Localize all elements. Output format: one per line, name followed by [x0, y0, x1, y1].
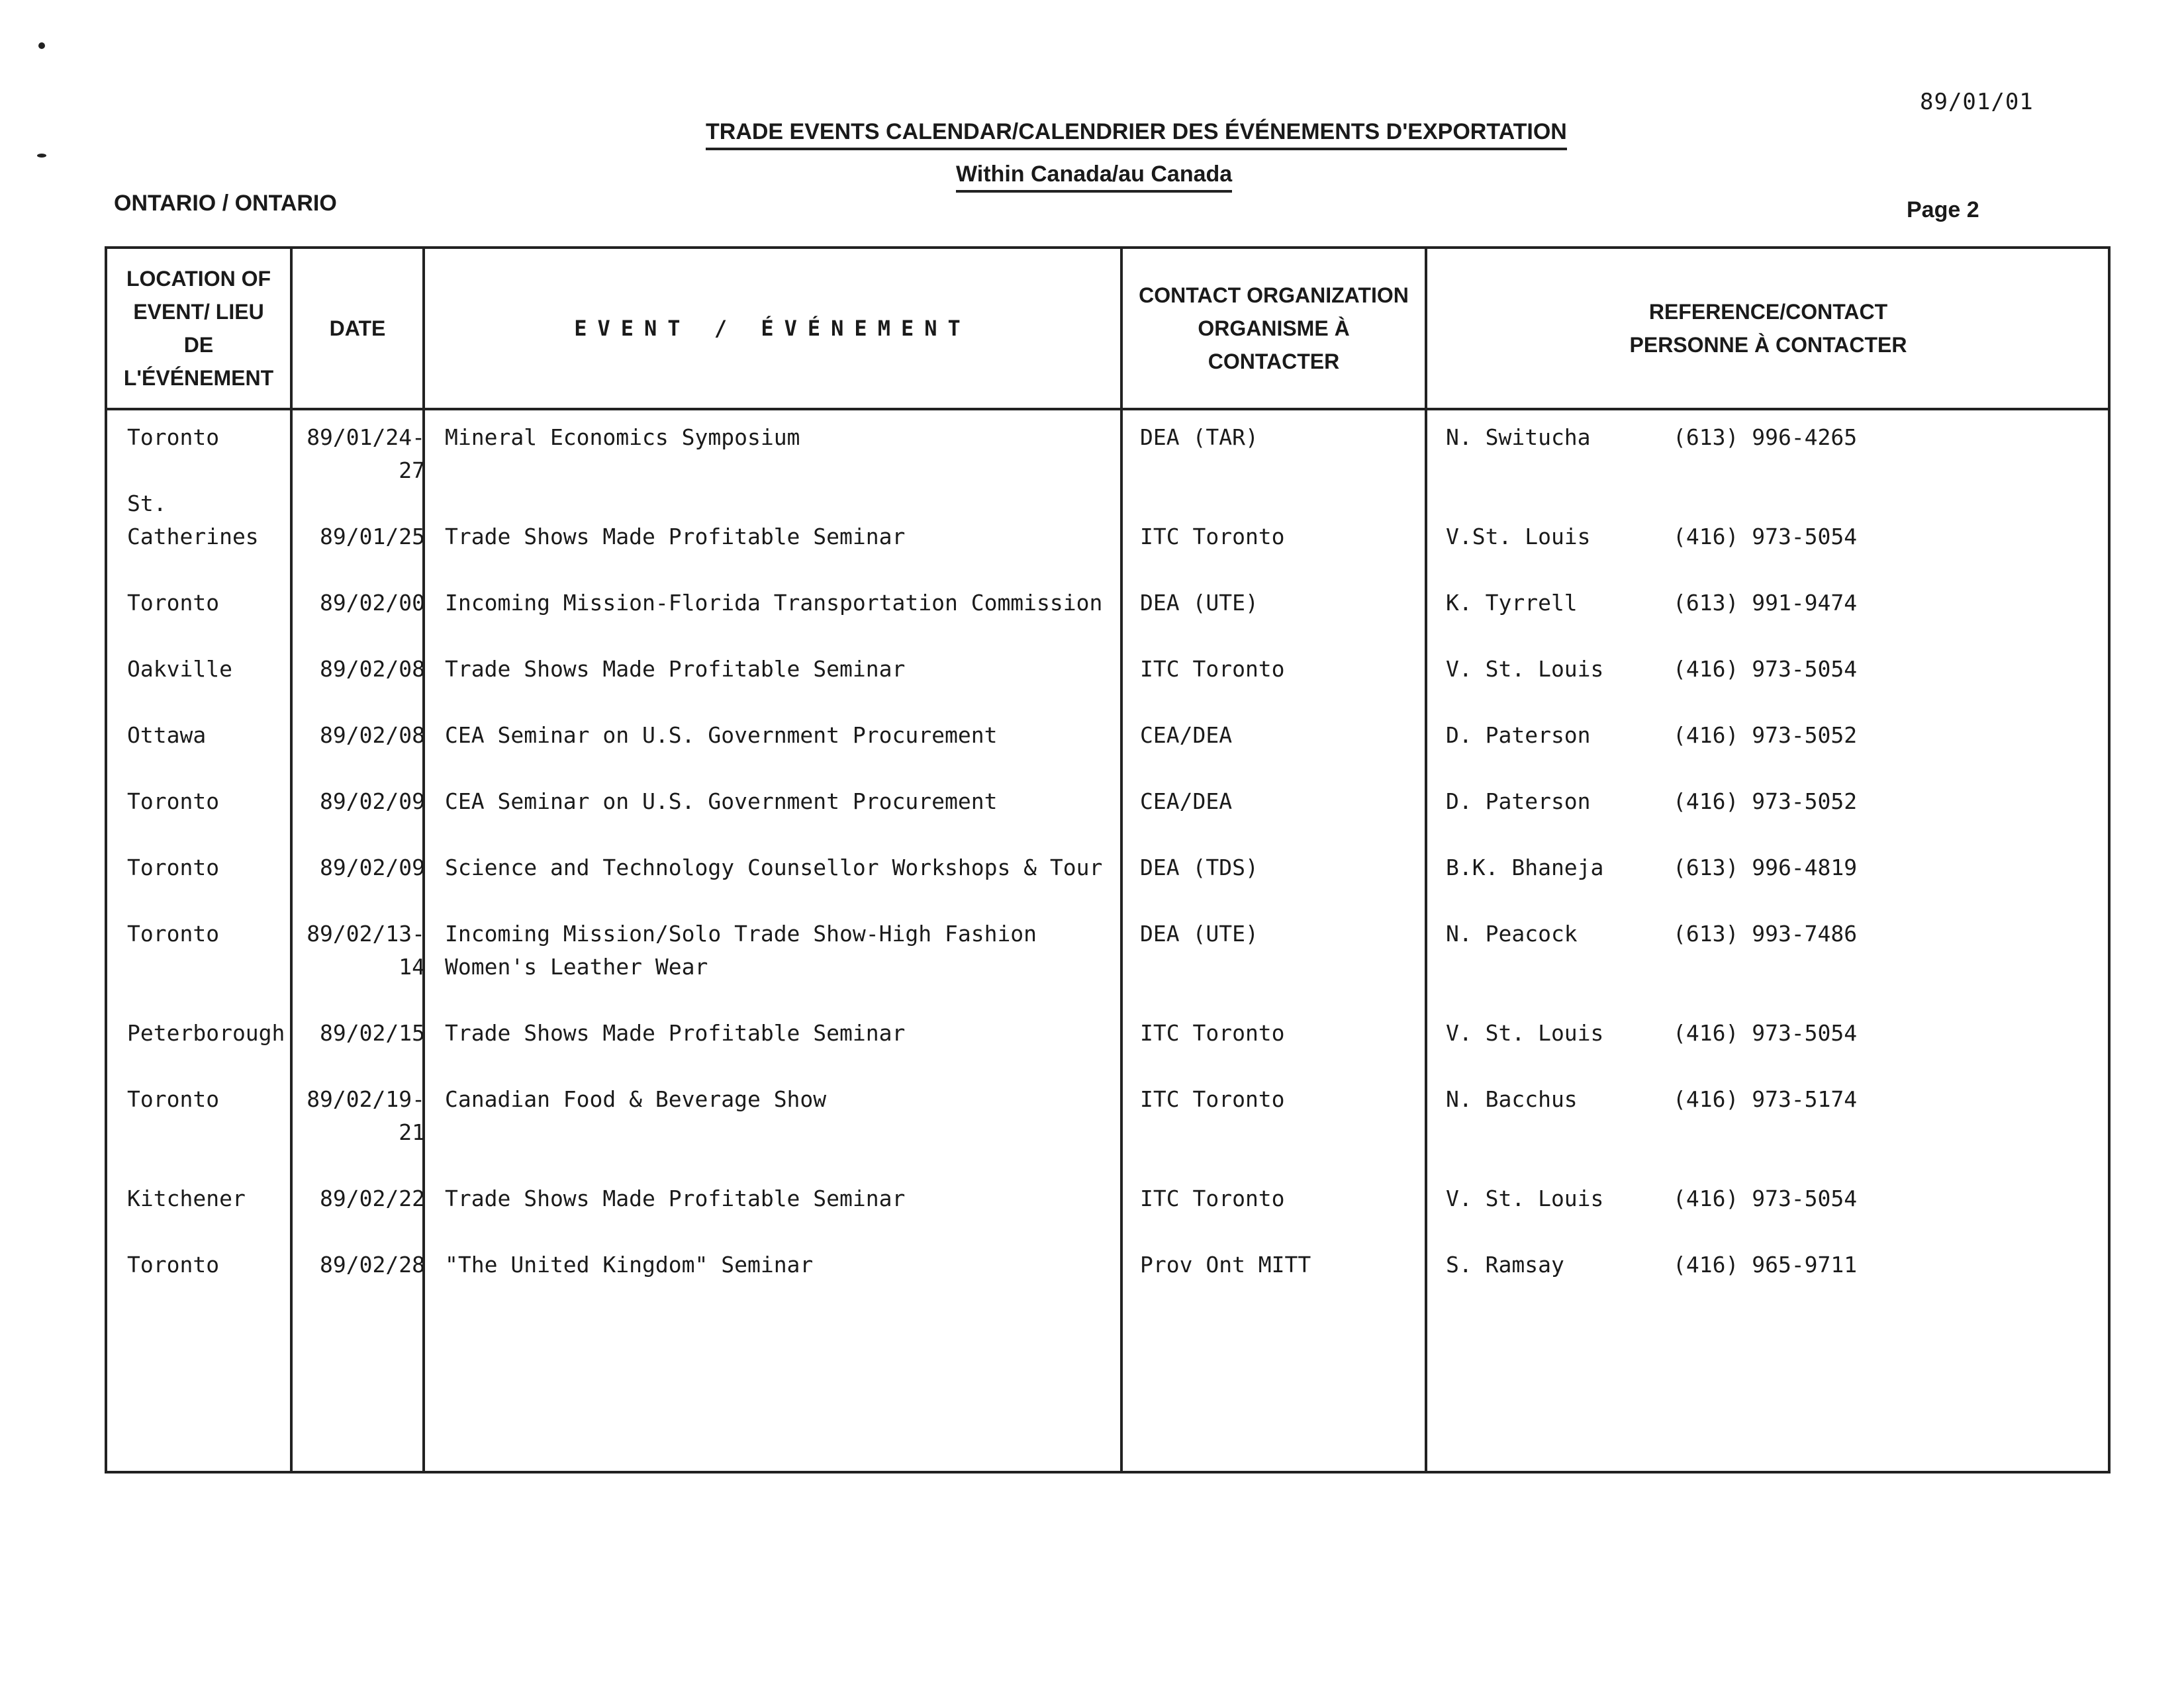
column-divider: [1120, 249, 1123, 1471]
location-cell: Kitchener: [127, 1186, 246, 1211]
phone-cell: (416) 965-9711: [1673, 1252, 1858, 1278]
contact-name-cell: V. St. Louis: [1446, 656, 1604, 682]
header-location: [107, 249, 290, 408]
phone-cell: (416) 973-5054: [1673, 1186, 1858, 1211]
phone-cell: (613) 996-4265: [1673, 424, 1858, 450]
page-title: TRADE EVENTS CALENDAR/CALENDRIER DES ÉVÉNEMENTS D'EXPORTATION: [706, 119, 1567, 150]
header-location-label: LOCATION OF EVENT/ LIEU DE L'ÉVÉNEMENT: [123, 267, 274, 390]
contact-org-cell: CEA/DEA: [1140, 722, 1233, 748]
location-cell: Oakville: [127, 656, 232, 682]
header-event: [425, 249, 1120, 408]
contact-org-cell: DEA (UTE): [1140, 590, 1258, 616]
event-cell: Canadian Food & Beverage Show: [445, 1086, 827, 1112]
contact-org-cell: ITC Toronto: [1140, 1086, 1285, 1112]
location-cell: Toronto: [127, 921, 220, 947]
location-cell: Toronto: [127, 424, 220, 450]
event-cell: Trade Shows Made Profitable Seminar: [445, 1186, 906, 1211]
date-cell: 89/02/00: [320, 590, 425, 616]
event-cell: Incoming Mission-Florida Transportation Commission: [445, 590, 1103, 616]
contact-name-cell: V. St. Louis: [1446, 1020, 1604, 1046]
contact-org-cell: ITC Toronto: [1140, 1186, 1285, 1211]
header-rule: [107, 408, 2108, 410]
contact-name-cell: N. Switucha: [1446, 424, 1591, 450]
contact-org-cell: DEA (TAR): [1140, 424, 1258, 450]
location-cell: Toronto: [127, 1086, 220, 1112]
header-date-label: DATE: [329, 316, 386, 340]
location-cell: Toronto: [127, 1252, 220, 1278]
date-cell: 89/02/09: [320, 855, 425, 880]
header-date: [293, 249, 422, 408]
location-cell: St. Catherines: [127, 491, 259, 549]
contact-org-cell: DEA (TDS): [1140, 855, 1258, 880]
event-cell: Trade Shows Made Profitable Seminar: [445, 656, 906, 682]
phone-cell: (416) 973-5174: [1673, 1086, 1858, 1112]
contact-name-cell: V. St. Louis: [1446, 1186, 1604, 1211]
phone-cell: (613) 996-4819: [1673, 855, 1858, 880]
scan-speck: [37, 154, 46, 158]
contact-name-cell: B.K. Bhaneja: [1446, 855, 1604, 880]
province-label: ONTARIO / ONTARIO: [114, 191, 337, 216]
date-cell: 89/02/15: [320, 1020, 425, 1046]
contact-org-cell: CEA/DEA: [1140, 788, 1233, 814]
date-cell: 89/02/22: [320, 1186, 425, 1211]
event-cell: Science and Technology Counsellor Workshops & Tour: [445, 855, 1103, 880]
date-cell: 89/02/28: [320, 1252, 425, 1278]
date-cell: 89/01/25: [320, 524, 425, 549]
location-cell: Toronto: [127, 590, 220, 616]
contact-org-cell: ITC Toronto: [1140, 1020, 1285, 1046]
date-cell: 89/02/08: [320, 656, 425, 682]
phone-cell: (416) 973-5054: [1673, 524, 1858, 549]
header-reference: [1427, 249, 2109, 408]
contact-name-cell: N. Bacchus: [1446, 1086, 1578, 1112]
column-divider: [290, 249, 293, 1471]
date-cell: 89/02/08: [320, 722, 425, 748]
contact-name-cell: N. Peacock: [1446, 921, 1578, 947]
phone-cell: (613) 991-9474: [1673, 590, 1858, 616]
date-cell: 89/01/24- 27: [307, 424, 425, 483]
location-cell: Peterborough: [127, 1020, 285, 1046]
contact-name-cell: K. Tyrrell: [1446, 590, 1578, 616]
event-cell: Incoming Mission/Solo Trade Show-High Fashion Women's Leather Wear: [445, 921, 1037, 980]
phone-cell: (416) 973-5054: [1673, 656, 1858, 682]
event-cell: Trade Shows Made Profitable Seminar: [445, 524, 906, 549]
phone-cell: (613) 993-7486: [1673, 921, 1858, 947]
location-cell: Toronto: [127, 855, 220, 880]
header-reference-label: REFERENCE/CONTACT PERSONNE À CONTACTER: [1629, 300, 1907, 357]
scan-speck: [38, 42, 45, 49]
event-cell: CEA Seminar on U.S. Government Procurement: [445, 788, 998, 814]
phone-cell: (416) 973-5052: [1673, 722, 1858, 748]
header-event-label: EVENT / ÉVÉNEMENT: [574, 316, 971, 341]
date-cell: 89/02/19- 21: [307, 1086, 425, 1145]
event-cell: Mineral Economics Symposium: [445, 424, 800, 450]
event-cell: Trade Shows Made Profitable Seminar: [445, 1020, 906, 1046]
document-date: 89/01/01: [1920, 89, 2034, 115]
column-divider: [1425, 249, 1427, 1471]
header-contact-org-label: CONTACT ORGANIZATION ORGANISME À CONTACTER: [1139, 283, 1409, 373]
events-table: [105, 246, 2111, 1473]
contact-name-cell: D. Paterson: [1446, 788, 1591, 814]
page-number: Page 2: [1907, 197, 1979, 222]
contact-name-cell: V.St. Louis: [1446, 524, 1591, 549]
header-contact-org: [1123, 249, 1425, 408]
date-cell: 89/02/13- 14: [307, 921, 425, 980]
phone-cell: (416) 973-5054: [1673, 1020, 1858, 1046]
location-cell: Ottawa: [127, 722, 207, 748]
location-cell: Toronto: [127, 788, 220, 814]
contact-org-cell: ITC Toronto: [1140, 524, 1285, 549]
page-subtitle: Within Canada/au Canada: [956, 162, 1232, 193]
date-cell: 89/02/09: [320, 788, 425, 814]
contact-org-cell: Prov Ont MITT: [1140, 1252, 1311, 1278]
event-cell: "The United Kingdom" Seminar: [445, 1252, 814, 1278]
contact-org-cell: ITC Toronto: [1140, 656, 1285, 682]
event-cell: CEA Seminar on U.S. Government Procurement: [445, 722, 998, 748]
contact-name-cell: S. Ramsay: [1446, 1252, 1564, 1278]
phone-cell: (416) 973-5052: [1673, 788, 1858, 814]
contact-org-cell: DEA (UTE): [1140, 921, 1258, 947]
contact-name-cell: D. Paterson: [1446, 722, 1591, 748]
